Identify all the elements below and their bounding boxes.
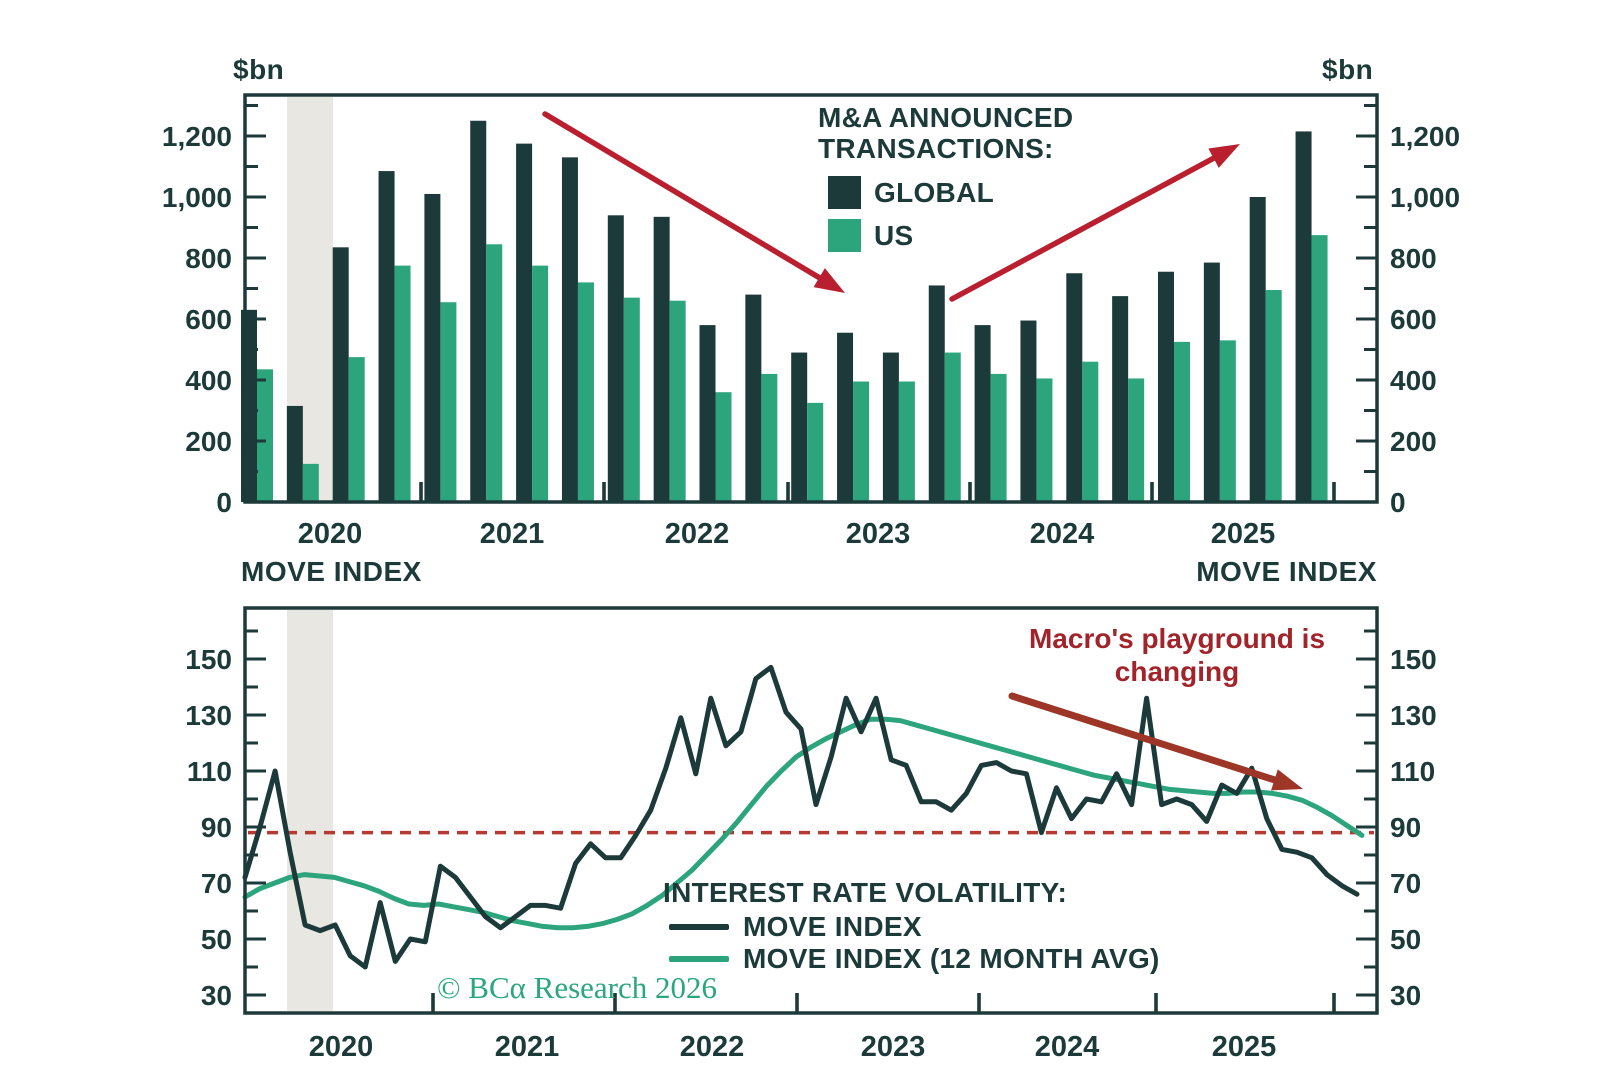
year-label: 2025 xyxy=(1211,1031,1277,1063)
bar-global xyxy=(1066,273,1082,502)
y-tick-label-left: 200 xyxy=(185,426,232,457)
y-tick-label-left: 50 xyxy=(200,924,232,955)
year-label: 2024 xyxy=(1029,518,1095,550)
y-tick-label-left: 400 xyxy=(185,365,232,396)
bar-us xyxy=(257,369,273,502)
year-label: 2023 xyxy=(845,518,911,550)
y-tick-label-right: 1,000 xyxy=(1390,182,1461,213)
y-tick-label-right: 800 xyxy=(1390,243,1437,274)
bar-global xyxy=(700,325,716,502)
y-tick-label-left: 110 xyxy=(186,756,232,787)
legend-item-move-avg xyxy=(669,943,1160,975)
bar-us xyxy=(440,302,456,502)
bar-us xyxy=(899,382,915,502)
bar-us xyxy=(486,244,502,502)
bar-global xyxy=(1204,263,1220,502)
bar-us xyxy=(853,382,869,502)
year-label: 2020 xyxy=(308,1031,374,1063)
global-label: GLOBAL xyxy=(874,176,995,208)
bar-us xyxy=(1312,235,1328,502)
y-tick-label-left: 130 xyxy=(185,700,232,731)
bar-us xyxy=(349,357,365,502)
x-axis-tick xyxy=(795,993,799,1013)
deals-uptrend-arrow-head xyxy=(1208,144,1240,168)
x-axis-tick xyxy=(419,482,423,502)
x-axis-tick xyxy=(968,482,972,502)
mna-bar-chart xyxy=(162,95,1460,550)
y-tick-label-right: 150 xyxy=(1390,644,1437,675)
y-tick-label-left: 1,200 xyxy=(161,121,232,152)
mna-legend-title xyxy=(818,102,1073,164)
bar-global xyxy=(1158,272,1174,502)
bar-global xyxy=(379,171,395,502)
year-label: 2022 xyxy=(664,518,730,550)
copyright-text: © BCα Research 2026 xyxy=(437,970,717,1005)
mna-legend-title-line2: TRANSACTIONS: xyxy=(818,133,1054,164)
y-tick-label-right: 30 xyxy=(1390,980,1422,1011)
bar-us xyxy=(303,464,319,502)
bar-us xyxy=(761,374,777,502)
y-tick-label-right: 70 xyxy=(1390,868,1422,899)
year-label: 2021 xyxy=(494,1031,560,1063)
bar-global xyxy=(1112,296,1128,502)
bar-us xyxy=(1036,378,1052,502)
bar-global xyxy=(470,121,486,502)
bar-global xyxy=(333,247,349,502)
y-tick-label-left: 150 xyxy=(185,644,232,675)
bar-us xyxy=(1128,378,1144,502)
move-avg-line-swatch xyxy=(669,956,729,962)
volatility-legend-title: INTEREST RATE VOLATILITY: xyxy=(663,877,1068,908)
year-label: 2021 xyxy=(479,518,545,550)
move-avg-label: MOVE INDEX (12 MONTH AVG) xyxy=(743,943,1160,974)
bar-global xyxy=(287,406,303,502)
bar-global xyxy=(975,325,991,502)
x-axis-tick xyxy=(1332,993,1336,1013)
bar-global xyxy=(654,217,670,502)
bar-us xyxy=(1220,340,1236,502)
bar-us xyxy=(670,301,686,502)
recession-band xyxy=(287,610,333,1011)
macro-annotation xyxy=(1012,622,1342,688)
y-tick-label-left: 90 xyxy=(200,812,232,843)
move-index-line-swatch xyxy=(669,924,729,930)
y-tick-label-left: 30 xyxy=(200,980,232,1011)
legend-item-us xyxy=(828,219,914,252)
bar-us xyxy=(578,282,594,502)
year-label: 2022 xyxy=(679,1031,745,1063)
x-axis-tick xyxy=(1150,482,1154,502)
bar-global xyxy=(883,353,899,502)
bar-us xyxy=(1266,290,1282,502)
macro-downtrend-arrow-head xyxy=(1271,769,1303,790)
y-tick-label-right: 0 xyxy=(1390,487,1406,518)
y-tick-label-left: 600 xyxy=(185,304,232,335)
bar-us xyxy=(1174,342,1190,502)
year-label: 2024 xyxy=(1034,1031,1100,1063)
y-tick-label-left: 0 xyxy=(216,487,232,518)
y-tick-label-right: 90 xyxy=(1390,812,1422,843)
move-index-label: MOVE INDEX xyxy=(743,911,922,942)
bar-us xyxy=(532,266,548,502)
bar-us xyxy=(716,392,732,502)
y-tick-label-right: 400 xyxy=(1390,365,1437,396)
bar-us xyxy=(1082,362,1098,502)
bar-global xyxy=(562,157,578,502)
y-tick-label-right: 600 xyxy=(1390,304,1437,335)
move-index-title-left: MOVE INDEX xyxy=(241,556,422,587)
global-swatch xyxy=(828,176,861,209)
y-tick-label-left: 1,000 xyxy=(161,182,232,213)
bar-global xyxy=(516,144,532,502)
legend-item-move-index xyxy=(669,911,922,943)
x-axis-tick xyxy=(431,993,435,1013)
us-label: US xyxy=(874,219,914,251)
x-axis-tick xyxy=(1154,993,1158,1013)
y-tick-label-right: 110 xyxy=(1390,756,1436,787)
top-unit-label-right: $bn xyxy=(1322,54,1374,85)
y-tick-label-right: 1,200 xyxy=(1390,121,1461,152)
macro-annotation-line1: Macro's playground is xyxy=(1028,623,1326,654)
bar-global xyxy=(745,295,761,502)
bar-us xyxy=(991,374,1007,502)
bar-global xyxy=(608,215,624,502)
deals-downtrend-arrow-head xyxy=(814,268,845,293)
y-tick-label-left: 70 xyxy=(200,868,232,899)
y-tick-label-right: 130 xyxy=(1390,700,1437,731)
year-label: 2025 xyxy=(1210,518,1276,550)
bar-global xyxy=(929,285,945,502)
y-tick-label-right: 200 xyxy=(1390,426,1437,457)
bar-us xyxy=(945,353,961,502)
bar-global xyxy=(1020,321,1036,502)
move-index-title-right: MOVE INDEX xyxy=(1196,556,1377,587)
mna-legend-title-line1: M&A ANNOUNCED xyxy=(818,102,1074,133)
bar-us xyxy=(807,403,823,502)
top-unit-label-left: $bn xyxy=(233,54,285,85)
legend-item-global xyxy=(828,176,994,209)
x-axis-tick xyxy=(977,993,981,1013)
bar-global xyxy=(837,333,853,502)
year-label: 2023 xyxy=(860,1031,926,1063)
bar-global xyxy=(1250,197,1266,502)
x-axis-tick xyxy=(1332,482,1336,502)
y-tick-label-right: 50 xyxy=(1390,924,1422,955)
deals-downtrend-arrow xyxy=(545,114,826,282)
x-axis-tick xyxy=(602,482,606,502)
year-label: 2020 xyxy=(297,518,363,550)
y-tick-label-left: 800 xyxy=(185,243,232,274)
x-axis-tick xyxy=(786,482,790,502)
bar-global xyxy=(791,353,807,502)
us-swatch xyxy=(828,219,861,252)
bar-us xyxy=(624,298,640,502)
macro-annotation-line2: changing xyxy=(1114,656,1240,687)
bar-global xyxy=(424,194,440,502)
bar-global xyxy=(1296,131,1312,502)
bar-us xyxy=(395,266,411,502)
